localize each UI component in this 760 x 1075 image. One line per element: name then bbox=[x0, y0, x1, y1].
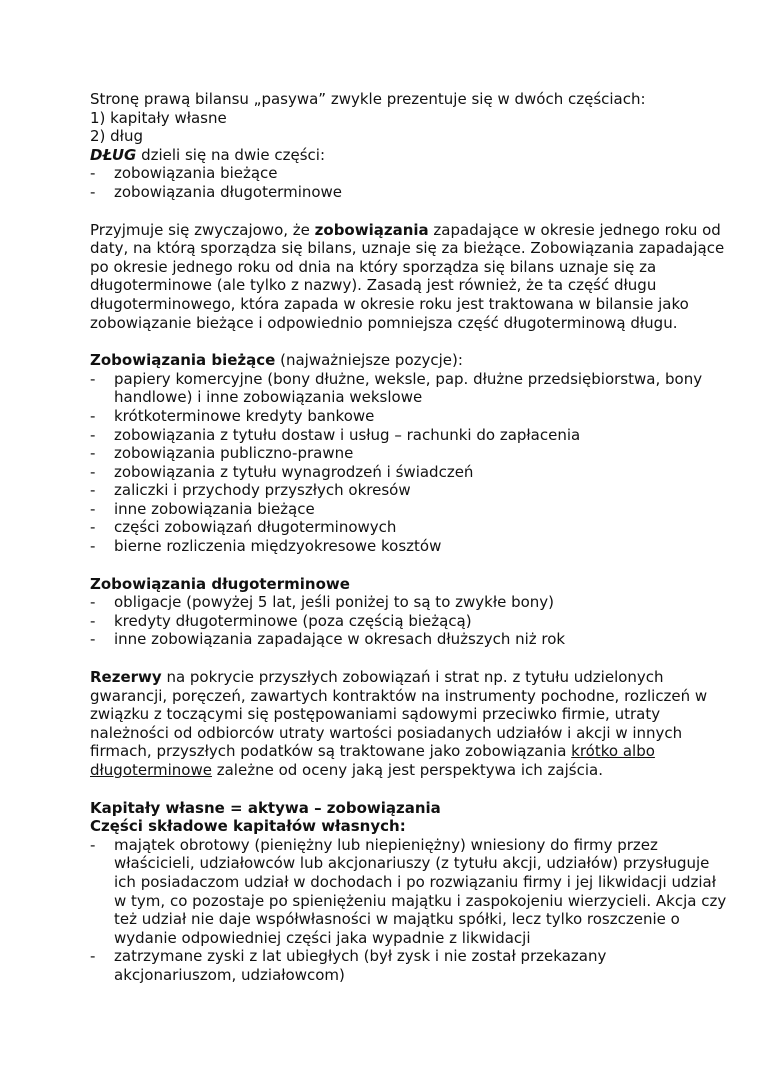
intro-item-debt: 2) dług bbox=[90, 127, 143, 146]
list-item: - inne zobowiązania zapadające w okresach dłuższych niż rok bbox=[90, 630, 566, 649]
list-item: - krótkoterminowe kredyty bankowe bbox=[90, 406, 375, 425]
document-content bbox=[90, 90, 730, 985]
intro-item-equity: 1) kapitały własne bbox=[90, 108, 227, 127]
list-item: - zatrzymane zyski z lat ubiegłych (był zysk i nie został przekazany akcjonariuszom, udziałowcom) bbox=[90, 947, 607, 984]
debt-part: - zobowiązania długoterminowe bbox=[90, 182, 343, 201]
list-item: - majątek obrotowy (pieniężny lub niepieniężny) wniesiony do firmy przez właścicieli, udziałowców lub akcjonariuszy (z tytułu akcji, udziałów) przysługuje ich posiadaczom udział w dochodach i po rozwiązaniu firmy i jej likwidacji udział w tym, co pozostaje po spieniężeniu majątku i zaspokojeniu wierzycieli. Akcja czy też udział nie daje współwłasności w majątku spółki, lecz tylko roszczenie o wydanie odpowiedniej części jaka wypadnie z likwidacji bbox=[90, 835, 727, 947]
list-item: - części zobowiązań długoterminowych bbox=[90, 518, 397, 537]
list-item: - kredyty długoterminowe (poza częścią bieżącą) bbox=[90, 611, 472, 630]
longterm-liabilities-heading: Zobowiązania długoterminowe bbox=[90, 574, 350, 593]
list-item: - obligacje (powyżej 5 lat, jeśli poniżej to są to zwykłe bony) bbox=[90, 593, 555, 612]
list-item: - zobowiązania publiczno-prawne bbox=[90, 444, 354, 463]
list-item: - papiery komercyjne (bony dłużne, weksle, pap. dłużne przedsiębiorstwa, bony handlowe) i inne zobowiązania wekslowe bbox=[90, 369, 703, 407]
list-item: - bierne rozliczenia międzyokresowe kosztów bbox=[90, 537, 442, 556]
intro-line: Stronę prawą bilansu „pasywa” zwykle prezentuje się w dwóch częściach: bbox=[90, 90, 646, 108]
equity-components-heading: Części składowe kapitałów własnych: bbox=[90, 817, 406, 836]
list-item: - zaliczki i przychody przyszłych okresów bbox=[90, 481, 411, 500]
list-item: - zobowiązania z tytułu dostaw i usług – rachunki do zapłacenia bbox=[90, 425, 581, 444]
debt-definition-text: dzieli się na dwie części: bbox=[136, 145, 326, 164]
list-item: - inne zobowiązania bieżące bbox=[90, 499, 315, 518]
list-item: - zobowiązania z tytułu wynagrodzeń i świadczeń bbox=[90, 462, 474, 481]
paragraph-reserves: Rezerwy na pokrycie przyszłych zobowiązań i strat np. z tytułu udzielonych gwarancji, poręczeń, zawartych kontraktów na instrumenty pochodne, rozliczeń w związku z toczącymi się postępowaniami sądowymi przeciwko firmie, utraty należności od odbiorców utraty wartości posiadanych udziałów i akcji w innych firmach, przyszłych podatków są traktowane jako zobowiązania krótko albo długoterminowe zależne od oceny jaką jest perspektywa ich zajścia. bbox=[90, 668, 708, 779]
debt-part: - zobowiązania bieżące bbox=[90, 164, 278, 183]
equity-heading: Kapitały własne = aktywa – zobowiązania bbox=[90, 798, 441, 817]
debt-definition bbox=[90, 146, 730, 165]
debt-term: DŁUG bbox=[90, 145, 137, 164]
paragraph-liabilities: Przyjmuje się zwyczajowo, że zobowiązania zapadające w okresie jednego roku od daty, na którą sporządza się bilans, uznaje się za bieżące. Zobowiązania zapadające po okresie jednego roku od dnia na który sporządza się bilans uznaje się za długoterminowe (ale tylko z nazwy). Zasadą jest również, że ta część długu długoterminowego, która zapada w okresie roku jest traktowana w bilansie jako zobowiązanie bieżące i odpowiednio pomniejsza część długoterminową długu. bbox=[90, 220, 725, 332]
current-liabilities-heading: Zobowiązania bieżące (najważniejsze pozycje): bbox=[90, 351, 463, 370]
